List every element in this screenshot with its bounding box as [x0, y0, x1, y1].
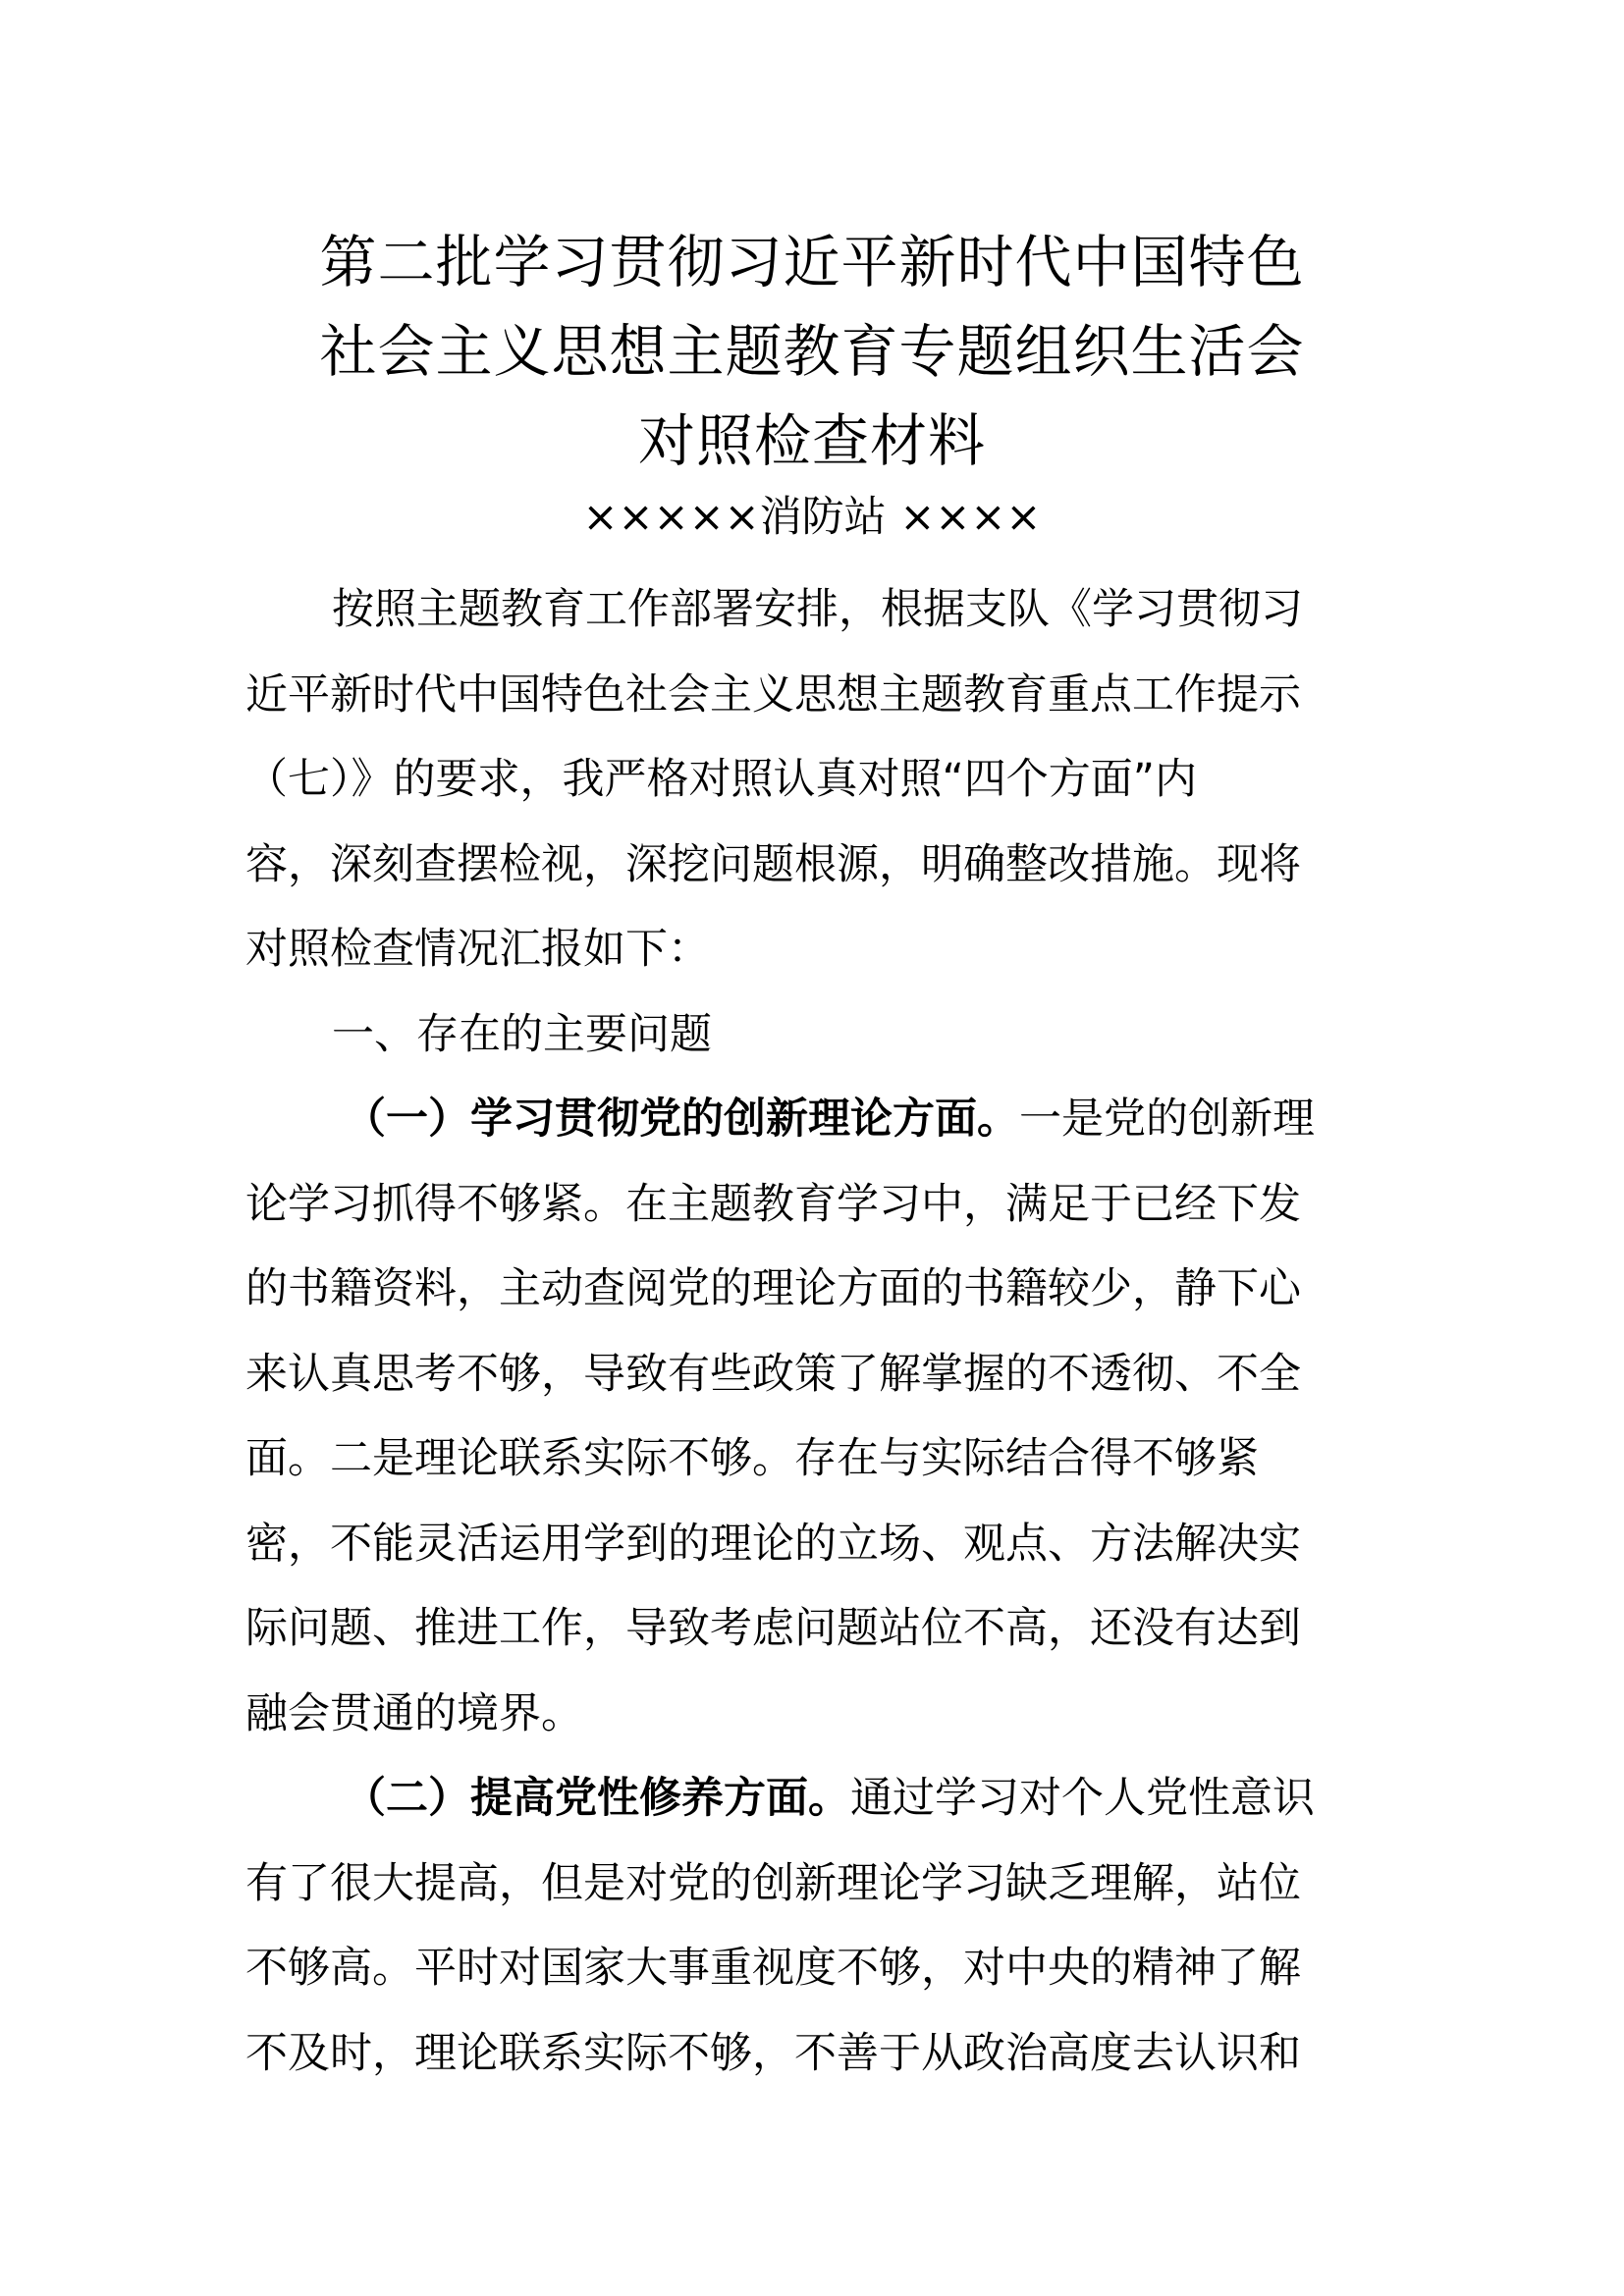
- document-author: ×××××消防站 ××××: [582, 493, 1042, 542]
- intro-line: 容，深刻查摆检视，深挖问题根源，明确整改措施。现将: [245, 839, 1301, 889]
- title-line-3: 对照检查材料: [637, 407, 986, 474]
- document-title: [245, 218, 1379, 486]
- item2-first-line-rest: 通过学习对个人党性意识: [850, 1774, 1315, 1823]
- item1-line: 际问题、推进工作，导致考虑问题站位不高，还没有达到: [245, 1604, 1301, 1653]
- item2-line: 不够高。平时对国家大事重视度不够，对中央的精神了解: [245, 1944, 1301, 1993]
- intro-line: 近平新时代中国特色社会主义思想主题教育重点工作提示: [245, 669, 1301, 720]
- item2-line: 不及时，理论联系实际不够，不善于从政治高度去认识和: [245, 2028, 1301, 2078]
- item1-line: 面。二是理论联系实际不够。存在与实际结合得不够紧: [245, 1434, 1259, 1483]
- item1-line: 密，不能灵活运用学到的理论的立场、观点、方法解决实: [245, 1519, 1301, 1569]
- item1-first-line: [245, 1077, 1388, 1162]
- title-line-2: 社会主义思想主题教育专题组织生活会: [319, 318, 1305, 385]
- item1-heading: （一）学习贯彻党的创新理论方面。: [344, 1095, 1019, 1144]
- item1-line: 融会贯通的境界。: [245, 1688, 583, 1738]
- title-line-1: 第二批学习贯彻习近平新时代中国特色: [319, 229, 1305, 295]
- item1-line: 来认真思考不够，导致有些政策了解掌握的不透彻、不全: [245, 1349, 1301, 1399]
- intro-line: （七）》的要求，我严格对照认真对照“四个方面”内: [245, 755, 1198, 804]
- item2-heading: （二）提高党性修养方面。: [344, 1774, 850, 1823]
- intro-line: 按照主题教育工作部署安排，根据支队《学习贯彻习: [332, 585, 1303, 634]
- item1-line: 的书籍资料，主动查阅党的理论方面的书籍较少，静下心: [245, 1264, 1301, 1313]
- item1-line: 论学习抓得不够紧。在主题教育学习中，满足于已经下发: [245, 1179, 1301, 1229]
- intro-line: 对照检查情况汇报如下：: [245, 925, 710, 974]
- item2-first-line: [245, 1756, 1388, 1842]
- section-heading: 一、存在的主要问题: [332, 1009, 712, 1059]
- item2-line: 有了很大提高，但是对党的创新理论学习缺乏理解，站位: [245, 1858, 1301, 1908]
- document-body: [245, 567, 1388, 2096]
- item1-first-line-rest: 一是党的创新理: [1019, 1095, 1315, 1144]
